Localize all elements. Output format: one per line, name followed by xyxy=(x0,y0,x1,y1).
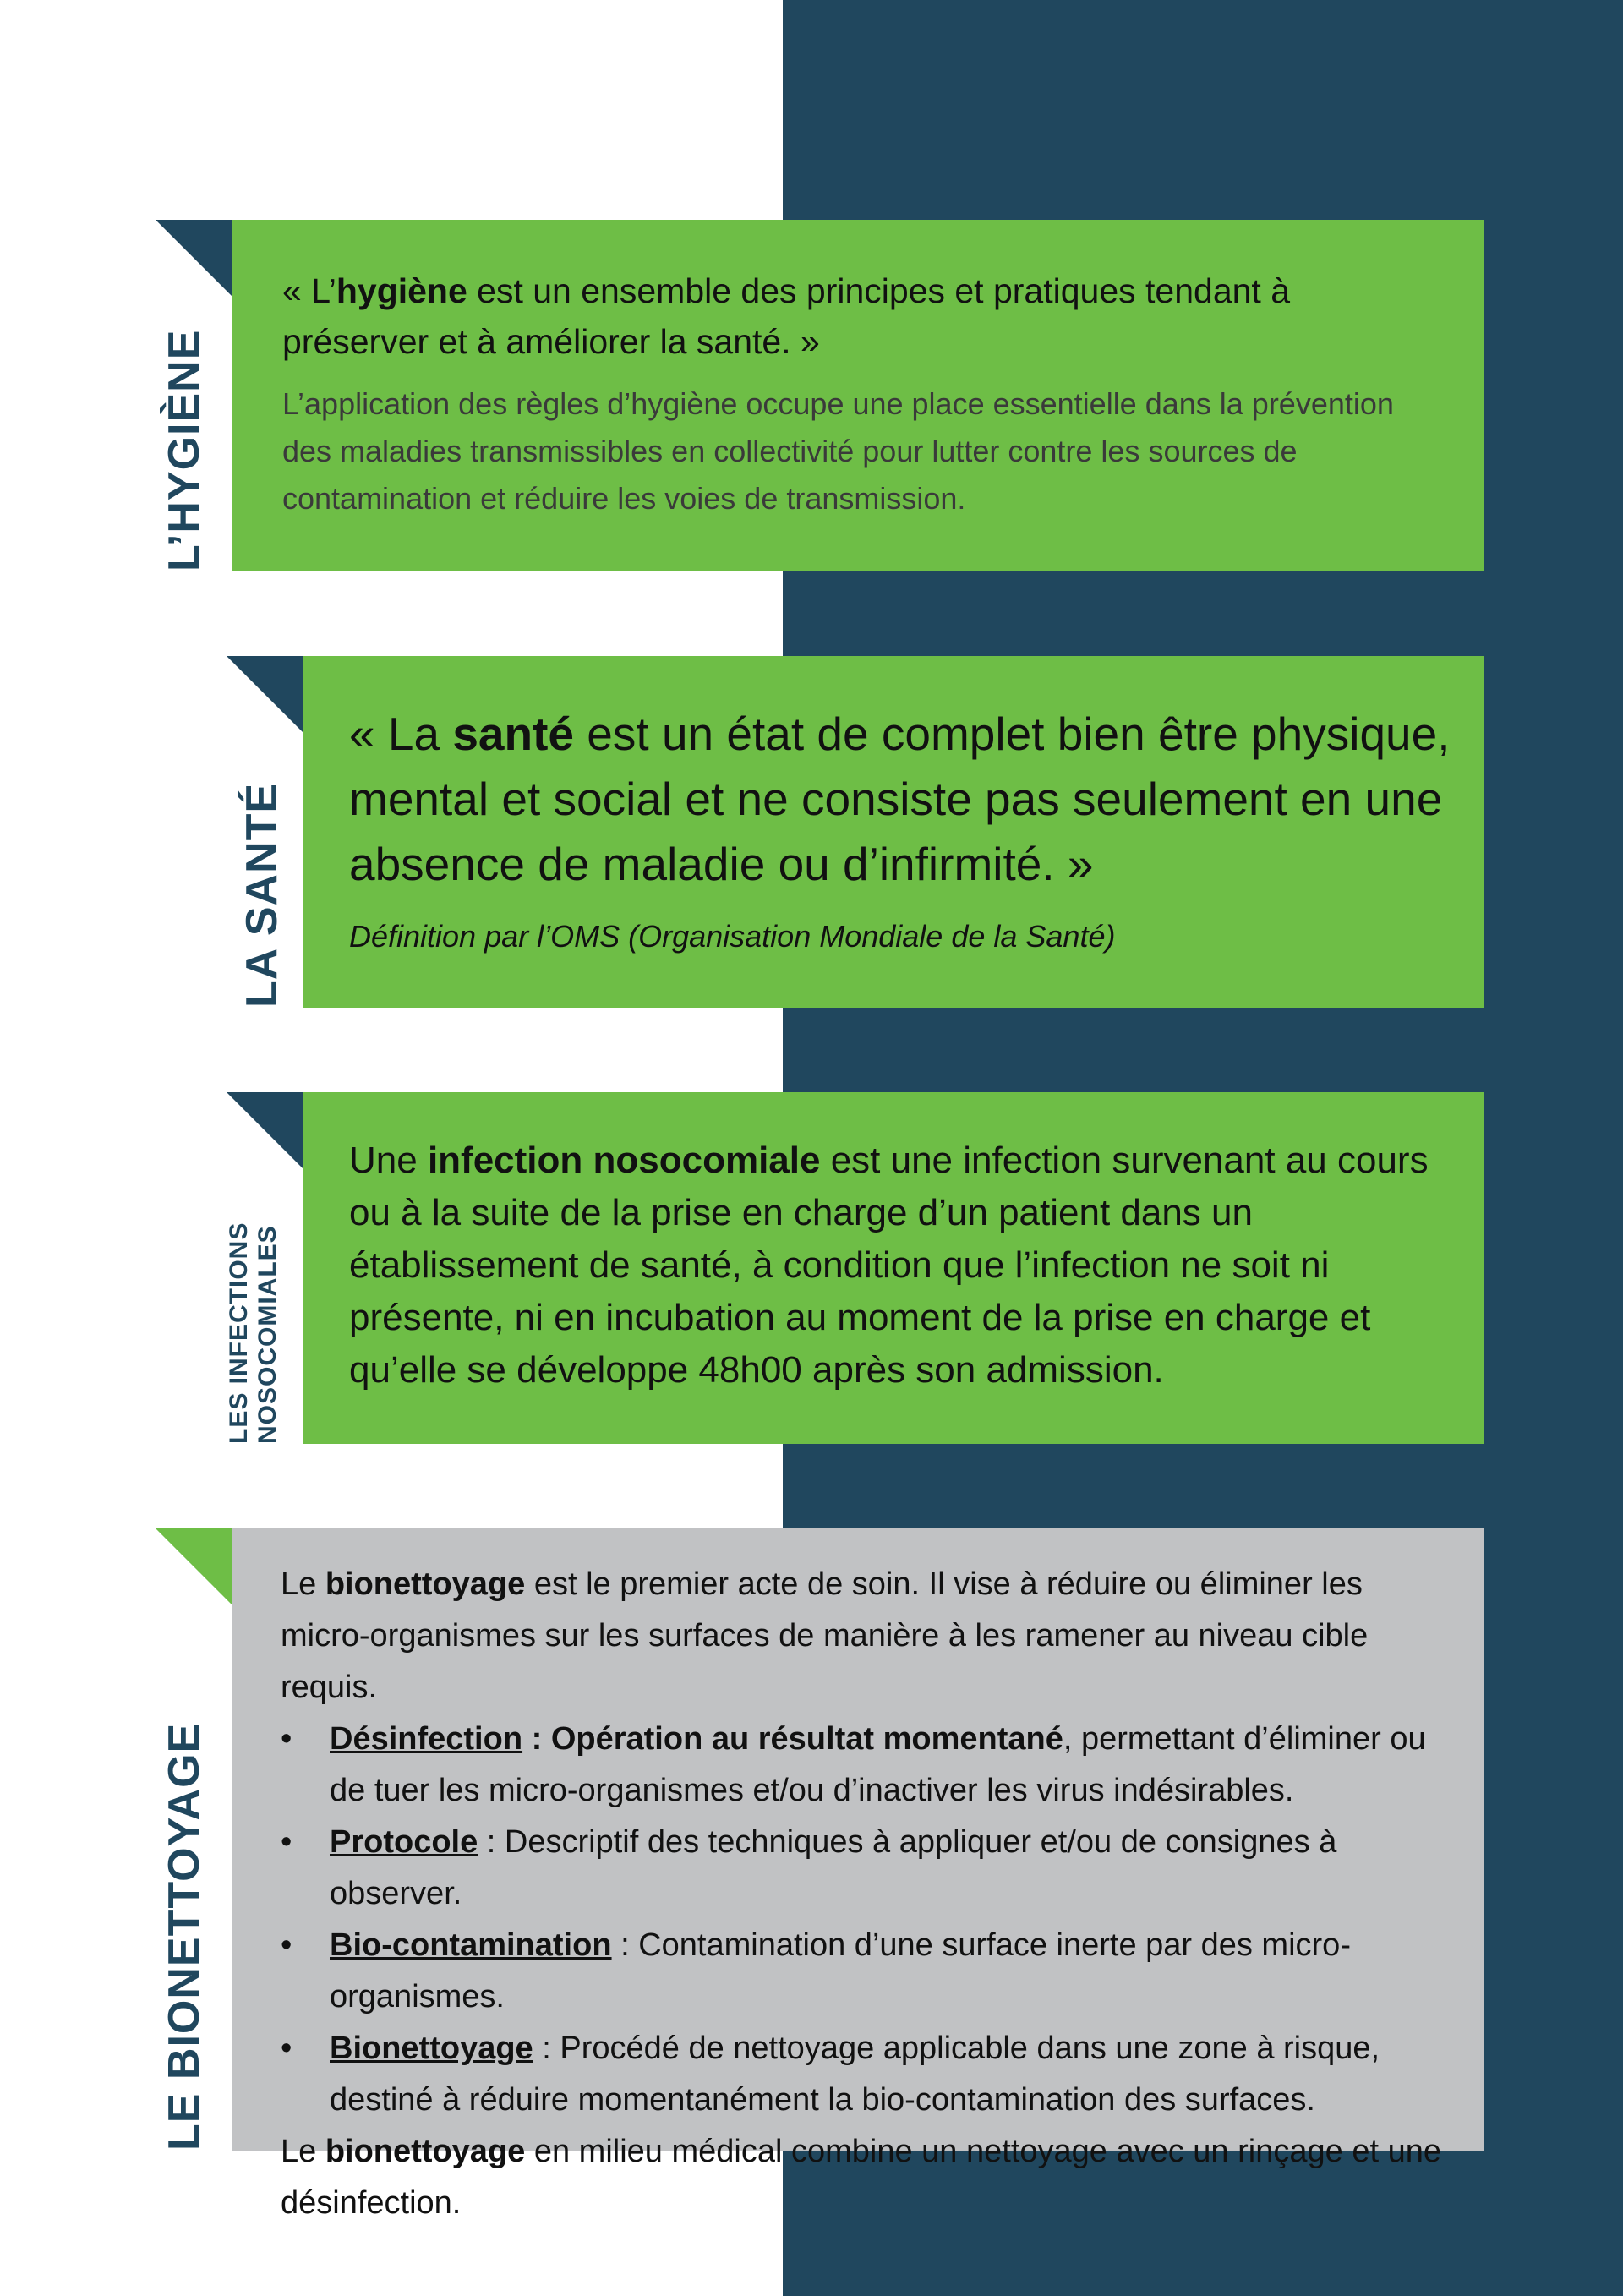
definition-text: : Procédé de nettoyage applicable dans une zone à risque, destiné à réduire momentanément la bio-contamination des surfaces. xyxy=(330,2031,1380,2118)
hygiene-quote-start: « L’ xyxy=(282,271,336,310)
sante-source: Définition par l’OMS (Organisation Mondiale de la Santé) xyxy=(349,919,1116,954)
hygiene-body: L’application des règles d’hygiène occupe une place essentielle dans la prévention des maladies transmissibles en collectivité pour lutter contre les sources de contamination et réduire les voies de transmission. xyxy=(282,386,1394,516)
bionettoyage-intro xyxy=(281,1559,1442,1714)
definition-term: Bionettoyage xyxy=(330,2031,533,2066)
bio-outro-end: en milieu médical combine un nettoyage avec un rinçage et une désinfection. xyxy=(281,2134,1441,2221)
definition-text: : Descriptif des techniques à appliquer et/ou de consignes à observer. xyxy=(330,1824,1337,1911)
sante-quote-keyword: santé xyxy=(452,708,575,760)
infections-tab-triangle xyxy=(227,1092,303,1168)
list-item xyxy=(281,1817,1442,1920)
bionettoyage-definitions-list xyxy=(281,1714,1442,2126)
hygiene-quote xyxy=(282,265,1437,367)
definition-term: Bio-contamination xyxy=(330,1927,612,1963)
bullet-icon: • xyxy=(281,1824,292,1860)
infections-label-line1: LES INFECTIONS xyxy=(225,1222,253,1444)
bionettoyage-side-label xyxy=(159,1723,210,2151)
definition-text: : Contamination d’une surface inerte par des micro-organismes. xyxy=(330,1927,1351,2014)
bullet-icon: • xyxy=(281,2031,292,2066)
bionettoyage-tab-triangle xyxy=(156,1528,232,1604)
infections-label-line2: NOSOCOMIALES xyxy=(254,1225,281,1444)
bio-outro-start: Le xyxy=(281,2134,325,2169)
sante-card xyxy=(303,656,1484,1008)
definition-term: Protocole xyxy=(330,1824,478,1860)
bio-outro-keyword: bionettoyage xyxy=(325,2134,526,2169)
bio-intro-keyword: bionettoyage xyxy=(325,1566,526,1602)
bionettoyage-outro xyxy=(281,2126,1442,2229)
sante-side-label xyxy=(237,783,287,1008)
list-item xyxy=(281,1714,1442,1817)
list-item xyxy=(281,2023,1442,2126)
bionettoyage-card xyxy=(232,1528,1484,2221)
sante-quote xyxy=(349,702,1451,897)
hygiene-quote-keyword: hygiène xyxy=(336,271,467,310)
sante-quote-end: est un état de complet bien être physique, mental et social et ne consiste pas seulement en une absence de maladie ou d’infirmité. » xyxy=(349,708,1451,890)
sante-quote-start: « La xyxy=(349,708,453,760)
definition-term: Désinfection xyxy=(330,1721,523,1757)
sante-tab-triangle xyxy=(227,656,303,732)
definition-text: , permettant d’éliminer ou de tuer les micro-organismes et/ou d’inactiver les virus indésirables. xyxy=(330,1721,1426,1808)
hygiene-side-label xyxy=(159,330,210,571)
infections-text-end: est une infection survenant au cours ou à la suite de la prise en charge d’un patient dans un établissement de santé, à condition que l’infection ne soit ni présente, ni en incubation au moment de la prise en charge et qu’elle se développe 48h00 après son admission. xyxy=(349,1140,1429,1391)
definition-bold-extra: : Opération au résultat momentané xyxy=(522,1721,1063,1757)
hygiene-quote-end: est un ensemble des principes et pratiques tendant à préserver et à améliorer la santé. » xyxy=(282,271,1291,361)
hygiene-card xyxy=(232,220,1484,571)
infections-side-label xyxy=(225,1222,282,1444)
bullet-icon: • xyxy=(281,1927,292,1963)
list-item xyxy=(281,1920,1442,2023)
infections-definition xyxy=(349,1134,1451,1397)
hygiene-tab-triangle xyxy=(156,220,232,296)
infections-keyword: infection nosocomiale xyxy=(427,1140,821,1181)
bionettoyage-label-text: LE BIONETTOYAGE xyxy=(160,1722,209,2151)
bio-intro-end: est le premier acte de soin. Il vise à réduire ou éliminer les micro-organismes sur les surfaces de manière à les ramener au niveau cible requis. xyxy=(281,1566,1369,1705)
bullet-icon: • xyxy=(281,1721,292,1757)
hygiene-label-text: L’HYGIÈNE xyxy=(160,329,209,571)
infections-card xyxy=(303,1092,1484,1444)
bio-intro-start: Le xyxy=(281,1566,325,1602)
sante-label-text: LA SANTÉ xyxy=(238,782,287,1008)
infections-text-start: Une xyxy=(349,1140,428,1181)
